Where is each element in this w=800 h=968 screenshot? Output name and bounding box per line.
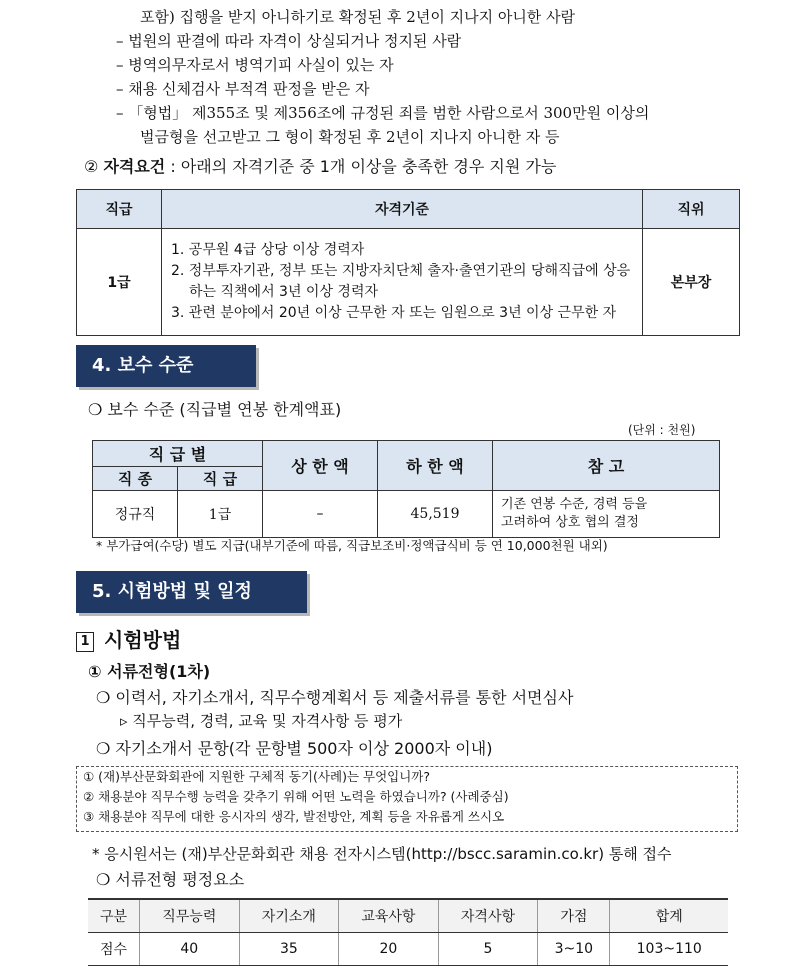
disq-line-1: 포함) 집행을 받지 아니하기로 확정된 후 2년이 지나지 아니한 사람: [140, 8, 576, 26]
header-job-grade: 직 급: [178, 467, 263, 491]
exam-method-number: 1: [76, 632, 94, 652]
eval-header-total: 합계: [610, 899, 728, 933]
salary-footnote: * 부가급여(수당) 별도 지급(내부기준에 따름, 직급보조비·정액급식비 등 연 10,000천원 내외): [96, 538, 608, 553]
section5-header: 5. 시험방법 및 일정: [76, 571, 307, 613]
salary-header-row-1: [93, 441, 720, 467]
salary-upper: –: [263, 491, 378, 538]
evaluation-table: [88, 898, 728, 966]
eval-header-certification: 자격사항: [438, 899, 538, 933]
disq-line-6: 벌금형을 선고받고 그 형이 확정된 후 2년이 지나지 아니한 자 등: [140, 128, 560, 146]
exam-method-heading: [76, 626, 181, 654]
salary-note-line-2: 고려하여 상호 협의 결정: [501, 515, 639, 530]
criteria-item-3: 3. 관련 분야에서 20년 이상 근무한 자 또는 임원으로 3년 이상 근무한 자: [171, 305, 617, 321]
disq-line-3: – 병역의무자로서 병역기피 사실이 있는 자: [116, 56, 394, 74]
eval-header-category: 구분: [88, 899, 140, 933]
eval-header-education: 교육사항: [339, 899, 439, 933]
evaluation-header-row: [88, 899, 728, 933]
salary-lower: 45,519: [378, 491, 493, 538]
salary-type: 정규직: [93, 491, 178, 538]
essay-question-2: ② 채용분야 직무수행 능력을 갖추기 위해 어떤 노력을 하였습니까? (사례중심): [83, 789, 509, 804]
eval-score-self-intro: 35: [239, 933, 339, 966]
qualification-number: ②: [84, 157, 99, 176]
screening-bullet-3: ❍ 서류전형 평정요소: [96, 870, 245, 889]
criteria-cell: [162, 229, 643, 336]
salary-grade: 1급: [178, 491, 263, 538]
section4-header: 4. 보수 수준: [76, 345, 256, 387]
eval-header-job-ability: 직무능력: [140, 899, 240, 933]
position-cell: 본부장: [643, 229, 740, 336]
qualification-heading: [84, 155, 556, 179]
evaluation-score-row: [88, 933, 728, 966]
header-note: 참 고: [493, 441, 720, 491]
screening-sub-bullet: ▹ 직무능력, 경력, 교육 및 자격사항 등 평가: [120, 712, 403, 730]
essay-question-3: ③ 채용분야 직무에 대한 응시자의 생각, 발전방안, 계획 등을 자유롭게 쓰시오: [83, 809, 505, 824]
salary-row: [93, 491, 720, 538]
header-upper: 상 한 액: [263, 441, 378, 491]
salary-note-line-1: 기존 연봉 수준, 경력 등을: [501, 497, 648, 512]
eval-score-bonus: 3~10: [538, 933, 610, 966]
eval-score-certification: 5: [438, 933, 538, 966]
screening-bullet-1: ❍ 이력서, 자기소개서, 직무수행계획서 등 제출서류를 통한 서면심사: [96, 688, 574, 707]
screening-bullet-2: ❍ 자기소개서 문항(각 문항별 500자 이상 2000자 이내): [96, 739, 493, 758]
salary-table: [92, 440, 720, 538]
salary-unit: (단위 : 천원): [628, 423, 696, 437]
disq-line-4: – 채용 신체검사 부적격 판정을 받은 자: [116, 80, 370, 98]
eval-score-label: 점수: [88, 933, 140, 966]
criteria-item-2: 2. 정부투자기관, 정부 또는 지방자치단체 출자·출연기관의 당해직급에 상응하는 직책에서 3년 이상 경력자: [171, 263, 631, 300]
qualification-row: [77, 229, 740, 336]
eval-header-self-intro: 자기소개: [239, 899, 339, 933]
header-grade: 직급: [77, 190, 162, 229]
essay-questions-box: [76, 766, 738, 832]
eval-header-bonus: 가점: [538, 899, 610, 933]
criteria-item-1: 1. 공무원 4급 상당 이상 경력자: [171, 242, 365, 258]
grade-cell: 1급: [77, 229, 162, 336]
header-criteria: 자격기준: [162, 190, 643, 229]
qualification-table: [76, 189, 740, 336]
header-grade-group: 직 급 별: [93, 441, 263, 467]
header-lower: 하 한 액: [378, 441, 493, 491]
essay-question-1: ① (재)부산문화회관에 지원한 구체적 동기(사례)는 무엇입니까?: [83, 769, 431, 784]
header-job-type: 직 종: [93, 467, 178, 491]
exam-method-title: 시험방법: [104, 628, 182, 652]
header-position: 직위: [643, 190, 740, 229]
disq-line-2: – 법원의 판결에 따라 자격이 상실되거나 정지된 사람: [116, 32, 462, 50]
eval-score-education: 20: [339, 933, 439, 966]
salary-note: [493, 491, 720, 538]
qualification-header-row: [77, 190, 740, 229]
qualification-heading-bold: 자격요건: [103, 157, 166, 176]
eval-score-total: 103~110: [610, 933, 728, 966]
eval-score-job-ability: 40: [140, 933, 240, 966]
application-note: * 응시원서는 (재)부산문화회관 채용 전자시스템(http://bscc.saramin.co.kr) 통해 접수: [92, 845, 672, 863]
salary-bullet: ❍ 보수 수준 (직급별 연봉 한계액표): [88, 400, 342, 419]
disq-line-5: – 「형법」 제355조 및 제356조에 규정된 죄를 범한 사람으로서 300만원 이상의: [116, 104, 650, 122]
qualification-heading-rest: : 아래의 자격기준 중 1개 이상을 충족한 경우 지원 가능: [165, 157, 557, 176]
document-screening-title: ① 서류전형(1차): [88, 662, 211, 681]
